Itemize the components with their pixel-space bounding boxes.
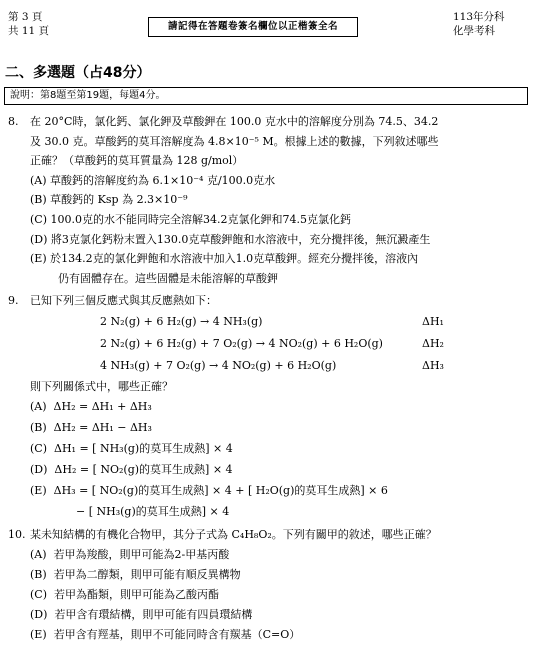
reaction-2-heat: ΔH₂ bbox=[422, 337, 444, 350]
q9-intro: 已知下列三個反應式與其反應熱如下： bbox=[30, 294, 217, 307]
page-number: 第 3 頁 bbox=[8, 11, 43, 23]
signature-notice: 請記得在答題卷簽名欄位以正楷簽全名 bbox=[148, 17, 358, 37]
reaction-3-heat: ΔH₃ bbox=[422, 359, 444, 372]
q8-stem-line3: 正確？（草酸鈣的莫耳質量為 128 g/mol） bbox=[30, 154, 244, 167]
q10-option-c: (C) 若甲為酯類，則甲可能為乙酸丙酯 bbox=[30, 588, 219, 601]
q8-stem-line1: 在 20°C時，氯化鈣、氯化鉀及草酸鉀在 100.0 克水中的溶解度分別為 74.5、34.2 bbox=[30, 115, 439, 128]
q10-option-d: (D) 若甲含有環結構，則甲可能有四員環結構 bbox=[30, 608, 253, 621]
q8-number: 8. bbox=[8, 115, 19, 128]
q10-number: 10. bbox=[8, 528, 26, 541]
q8-option-a: (A) 草酸鈣的溶解度約為 6.1×10⁻⁴ 克/100.0克水 bbox=[30, 174, 276, 187]
reaction-1: 2 N₂(g) + 6 H₂(g) → 4 NH₃(g) bbox=[100, 315, 263, 328]
subject-name: 化學考科 bbox=[453, 25, 495, 37]
reaction-2: 2 N₂(g) + 6 H₂(g) + 7 O₂(g) → 4 NO₂(g) + 6 H₂O(g) bbox=[100, 337, 383, 350]
q9-option-e-continued: − [ NH₃(g)的莫耳生成熱] × 4 bbox=[76, 505, 230, 518]
q8-option-b: (B) 草酸鈣的 Ksp 為 2.3×10⁻⁹ bbox=[30, 193, 188, 206]
reaction-3: 4 NH₃(g) + 7 O₂(g) → 4 NO₂(g) + 6 H₂O(g) bbox=[100, 359, 337, 372]
q9-option-c: (C) ΔH₁ = [ NH₃(g)的莫耳生成熱] × 4 bbox=[30, 442, 233, 455]
q10-stem: 某未知結構的有機化合物甲，其分子式為 C₄H₈O₂。下列有關甲的敘述，哪些正確？ bbox=[30, 528, 437, 541]
q8-option-e-continued: 仍有固體存在。這些固體是未能溶解的草酸鉀 bbox=[58, 272, 278, 285]
total-pages: 共 11 頁 bbox=[8, 25, 50, 37]
q9-option-d: (D) ΔH₂ = [ NO₂(g)的莫耳生成熱] × 4 bbox=[30, 463, 233, 476]
q8-option-c: (C) 100.0克的水不能同時完全溶解34.2克氯化鉀和74.5克氯化鈣 bbox=[30, 213, 351, 226]
exam-year: 113年分科 bbox=[453, 11, 505, 23]
q9-option-b: (B) ΔH₂ = ΔH₁ − ΔH₃ bbox=[30, 421, 152, 434]
instructions-box: 說明：第8題至第19題，每題4分。 bbox=[4, 87, 528, 105]
q8-option-d: (D) 將3克氯化鈣粉末置入130.0克草酸鉀飽和水溶液中，充分攪拌後，無沉澱產生 bbox=[30, 233, 431, 246]
q9-option-a: (A) ΔH₂ = ΔH₁ + ΔH₃ bbox=[30, 400, 152, 413]
section-title: 二、多選題（占48分） bbox=[5, 65, 151, 81]
q8-option-e: (E) 於134.2克的氯化鉀飽和水溶液中加入1.0克草酸鉀。經充分攪拌後，溶液內 bbox=[30, 252, 419, 265]
q10-option-a: (A) 若甲為羧酸，則甲可能為2-甲基丙酸 bbox=[30, 548, 230, 561]
q9-option-e: (E) ΔH₃ = [ NO₂(g)的莫耳生成熱] × 4 + [ H₂O(g)的莫耳生成熱] × 6 bbox=[30, 484, 388, 497]
reaction-1-heat: ΔH₁ bbox=[422, 315, 444, 328]
q10-option-e: (E) 若甲含有羥基，則甲不可能同時含有羰基（C=O） bbox=[30, 628, 301, 641]
q8-stem-line2: 及 30.0 克。草酸鈣的莫耳溶解度為 4.8×10⁻⁵ M。根據上述的數據，下列敘述哪些 bbox=[30, 135, 439, 148]
q9-question: 則下列關係式中，哪些正確？ bbox=[30, 380, 173, 393]
q10-option-b: (B) 若甲為二醇類，則甲可能有順反異構物 bbox=[30, 568, 241, 581]
q9-number: 9. bbox=[8, 294, 19, 307]
